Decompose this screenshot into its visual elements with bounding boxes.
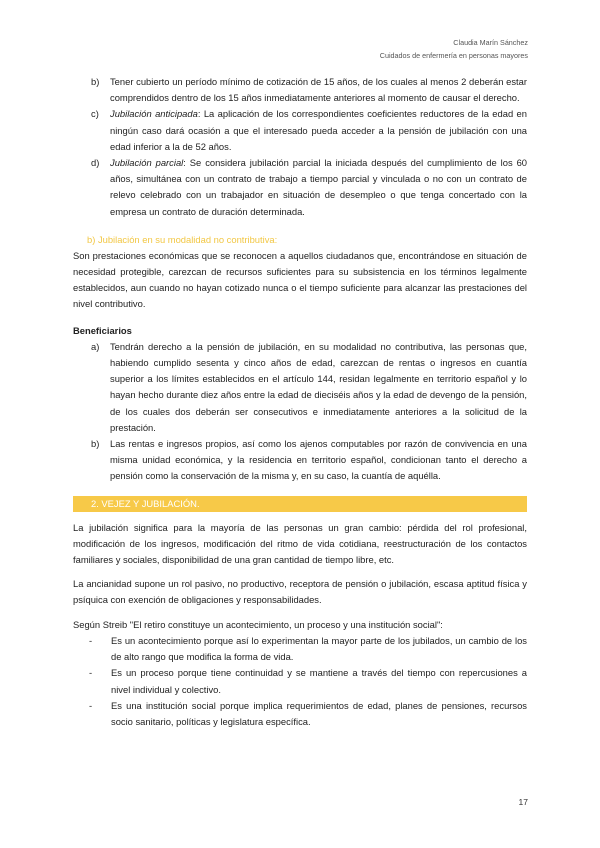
list-label: b) — [91, 76, 100, 87]
list-item — [73, 339, 527, 436]
list-item — [73, 106, 527, 155]
page-content — [73, 74, 527, 730]
header-subtitle: Cuidados de enfermería en personas mayores — [379, 51, 528, 60]
list-label: a) — [91, 340, 100, 352]
list-lead: Jubilación anticipada — [110, 108, 198, 120]
list-text: Es un proceso porque tiene continuidad y se mantiene a través del tiempo con repercusiones a nivel individual y colectivo. — [111, 667, 527, 695]
list-text: : Se considera jubilación parcial la iniciada después del cumplimiento de los 60 años, simultánea con un contrato de trabajo a tiempo parcial y vinculada o no con un contrato de relevo celebrado con un trabajador en situación de desempleo o que tenga concertado con la empresa un contrato de duración determinada. — [110, 157, 527, 217]
paragraph-jubilacion: La jubilación significa para la mayoría de las personas un gran cambio: pérdida del rol profesional, modificación de los ingresos, modificación del ritmo de vida cotidiana, reestructuración de los contactos familiares y sociales, disponibilidad de una gran cantidad de tiempo libre, etc. — [73, 521, 527, 566]
section-heading-vejez: 2. VEJEZ Y JUBILACIÓN. — [73, 496, 527, 512]
list-text: Tener cubierto un período mínimo de cotización de 15 años, de los cuales al menos 2 deberán estar comprendidos dentro de los 15 años inmediatamente anteriores al momento de causar el derecho. — [110, 76, 527, 104]
list-label: b) — [91, 438, 100, 450]
list-text: Es una institución social porque implica requerimientos de edad, planes de pensiones, recursos socio sanitario, políticas y legislatura específica. — [111, 699, 527, 727]
header-author: Claudia Marín Sánchez — [453, 38, 528, 47]
list-lead: Jubilación parcial — [110, 157, 184, 169]
beneficiarios-heading: Beneficiarios — [73, 324, 132, 336]
paragraph-no-contributiva: Son prestaciones económicas que se reconocen a aquellos ciudadanos que, encontrándose en situación de necesidad protegible, carezcan de recursos suficientes para su subsistencia en los términos legalmente establecidos, aun cuando no hayan cotizado nunca o el tiempo suficiente para alcanzar las prestaciones del nivel contributivo. — [73, 249, 527, 310]
list-item — [73, 74, 527, 106]
paragraph-ancianidad: La ancianidad supone un rol pasivo, no productivo, receptora de pensión o jubilación, escasa aptitud física y psíquica con exención de obligaciones y responsabilidades. — [73, 578, 527, 606]
list-text: : La aplicación de los correspondientes coeficientes reductores de la edad en ningún caso dará ocasión a que el interesado pueda acceder a la pensión de jubilación con una edad inferior a la de 52 años. — [110, 108, 527, 152]
list-item — [73, 633, 527, 665]
list-label: c) — [91, 108, 99, 120]
dash-marker: - — [89, 667, 93, 679]
list-item — [73, 665, 527, 697]
list-text: Las rentas e ingresos propios, así como los ajenos computables por razón de convivencia en una misma unidad económica, y la residencia en territorio español, condicionan tanto el derecho a pensión como la conservación de la misma y, en su caso, la cuantía de aquélla. — [110, 438, 527, 482]
list-text: Tendrán derecho a la pensión de jubilación, en su modalidad no contributiva, las personas que, habiendo cumplido sesenta y cinco años de edad, carezcan de rentas o ingresos en cuantía superior a los límites establecidos en el artículo 144, residan legalmente en territorio español y lo hayan hecho durante diez años entre la edad de dieciséis años y la edad de devengo de la pensión, de los cuales dos deberán ser consecutivos e inmediatamente anteriores a la solicitud de la prestación. — [110, 340, 527, 433]
list-item — [73, 436, 527, 485]
subheading-no-contributiva: b) Jubilación en su modalidad no contributiva: — [87, 233, 278, 245]
page-number: 17 — [518, 797, 528, 807]
list-label: d) — [91, 157, 100, 169]
dash-marker: - — [89, 634, 93, 646]
page-header — [380, 36, 528, 62]
paragraph-streib: Según Streib "El retiro constituye un acontecimiento, un proceso y una institución social": — [73, 618, 443, 630]
dash-marker: - — [89, 699, 93, 711]
list-item — [73, 155, 527, 220]
list-text: Es un acontecimiento porque así lo experimentan la mayor parte de los jubilados, un cambio de los de alto rango que modifica la forma de vida. — [111, 634, 527, 663]
list-item — [73, 698, 527, 730]
